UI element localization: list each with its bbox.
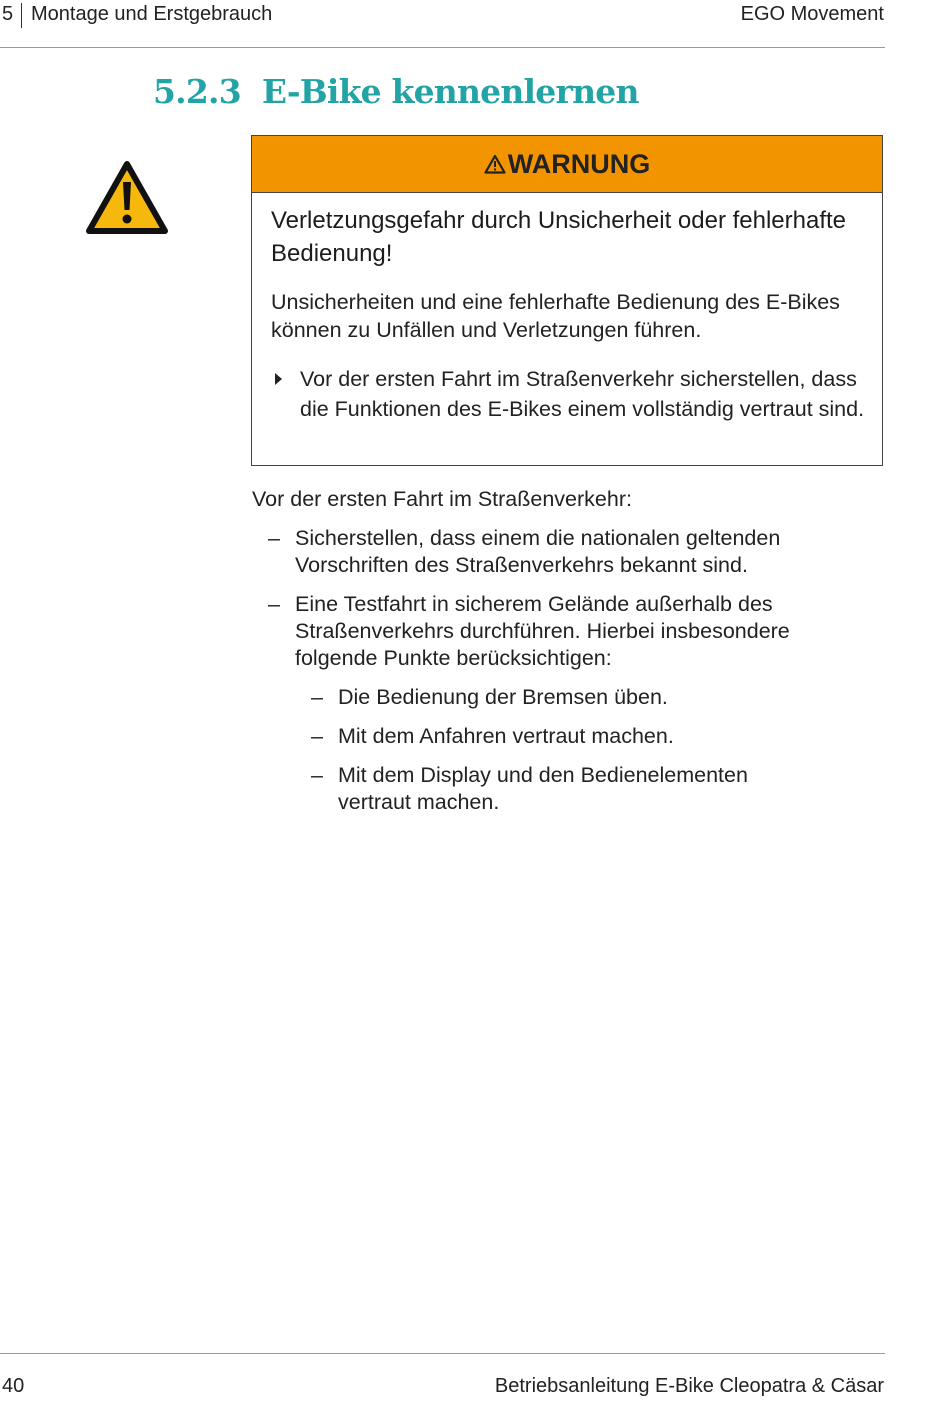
sub-list-item <box>311 762 811 816</box>
list-item <box>268 525 868 579</box>
chapter-title: Montage und Erstgebrauch <box>31 3 273 25</box>
warning-title: Verletzungsgefahr durch Unsicherheit oder fehlerhafte Bedienung! <box>271 207 847 267</box>
sub-list-item-text: Mit dem Display und den Bedienelementen vertraut machen. <box>338 763 748 814</box>
body-intro: Vor der ersten Fahrt im Straßenverkehr: <box>252 487 632 511</box>
sub-list-item-text: Mit dem Anfahren vertraut machen. <box>338 724 674 748</box>
section-title: E-Bike kennenlernen <box>261 72 639 111</box>
document-title: Betriebsanleitung E-Bike Cleopatra & Cäsar <box>494 1375 884 1397</box>
list-dash: – <box>311 685 323 709</box>
warning-action <box>271 364 881 424</box>
list-dash: – <box>268 592 280 616</box>
list-item-text: Eine Testfahrt in sicherem Gelände außerhalb des Straßenverkehrs durchführen. Hierbei insbesondere folgende Punkte berücksichtigen: <box>295 592 790 670</box>
warning-description: Unsicherheiten und eine fehlerhafte Bedienung des E-Bikes können zu Unfällen und Verletzungen führen. <box>271 290 840 342</box>
warning-small-icon <box>484 154 506 174</box>
list-item-text: Sicherstellen, dass einem die nationalen geltenden Vorschriften des Straßenverkehrs bekannt sind. <box>295 526 781 577</box>
chapter-number: 5 <box>2 3 14 25</box>
page-footer <box>0 1353 885 1397</box>
list-dash: – <box>311 763 323 787</box>
brand-name: EGO Movement <box>740 3 884 25</box>
list-dash: – <box>268 526 280 550</box>
sub-list-item <box>311 684 871 711</box>
section-number: 5.2.3 <box>153 72 241 111</box>
warning-header <box>252 136 882 193</box>
warning-action-text: Vor der ersten Fahrt im Straßenverkehr sicherstellen, dass die Funktionen des E-Bikes einem vollständig vertraut sind. <box>300 367 865 421</box>
sub-list-item <box>311 723 871 750</box>
action-arrow-icon <box>275 373 282 385</box>
section-heading <box>153 72 639 111</box>
warning-triangle-icon <box>85 160 169 236</box>
sub-list-item-text: Die Bedienung der Bremsen üben. <box>338 685 668 709</box>
header-separator <box>21 3 22 28</box>
warning-box <box>251 135 883 466</box>
list-item <box>268 591 868 672</box>
page-header <box>0 0 885 48</box>
list-dash: – <box>311 724 323 748</box>
warning-signal-word: WARNUNG <box>507 148 651 179</box>
page-number: 40 <box>2 1375 25 1397</box>
